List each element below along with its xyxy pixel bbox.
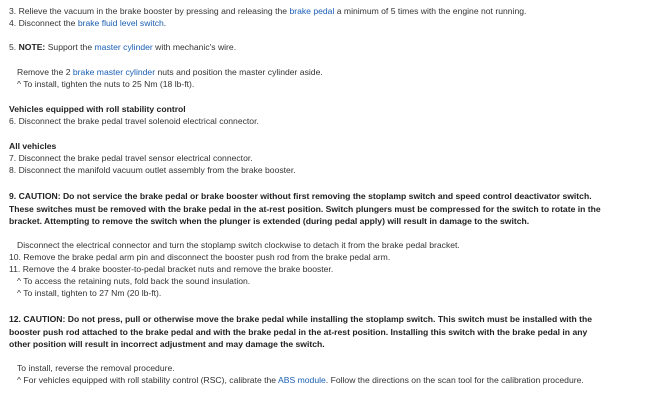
step-6: [9, 116, 259, 127]
step-number: 4.: [9, 18, 17, 28]
step-number: 11.: [9, 264, 21, 274]
brake-master-cylinder-link[interactable]: brake master cylinder: [72, 67, 156, 77]
step-text: Disconnect the: [18, 18, 76, 28]
section-heading-rsc: Vehicles equipped with roll stability control: [9, 104, 186, 114]
disconnect-stoplamp-switch: Disconnect the electrical connector and turn the stoplamp switch clockwise to detach it from the brake pedal bracket.: [17, 240, 460, 250]
remove-master-cylinder: [17, 67, 323, 78]
step-number: 9.: [9, 191, 17, 201]
reverse-procedure: To install, reverse the removal procedure.: [17, 363, 175, 373]
caution-text: CAUTION: Do not press, pull or otherwise move the brake pedal while installing the stoplamp switch. This switch must be installed with the booster push rod attached to the brake pedal and with the brake pedal in the at-rest position. Installing this switch with the brake pedal in any other position will result in incorrect adjustment and may damage the switch.: [9, 314, 593, 349]
step-12-caution: [9, 313, 609, 351]
step-number: 8.: [9, 165, 17, 175]
step-7: [9, 153, 253, 164]
step-text: Disconnect the brake pedal travel sensor electrical connector.: [18, 153, 253, 163]
step-number: 10.: [9, 252, 21, 262]
step-4: [9, 18, 166, 29]
step-number: 6.: [9, 116, 17, 126]
brake-fluid-level-switch-link[interactable]: brake fluid level switch: [77, 18, 164, 28]
master-cylinder-link[interactable]: master cylinder: [94, 42, 153, 52]
step-text: Support the: [47, 42, 93, 52]
step-3: [9, 6, 526, 17]
step-text: with mechanic's wire.: [155, 42, 237, 52]
install-torque-note: ^ To install, tighten to 27 Nm (20 lb-ft).: [17, 288, 162, 298]
step-number: 12.: [9, 314, 21, 324]
note-text: ^ For vehicles equipped with roll stability control (RSC), calibrate the: [17, 375, 277, 385]
brake-pedal-link[interactable]: brake pedal: [289, 6, 335, 16]
step-text: Relieve the vacuum in the brake booster by pressing and releasing the: [18, 6, 288, 16]
step-number: 7.: [9, 153, 17, 163]
step-8: [9, 165, 296, 176]
step-9-caution: [9, 190, 609, 228]
step-text: a minimum of 5 times with the engine not running.: [336, 6, 527, 16]
section-heading-all-vehicles: All vehicles: [9, 141, 57, 151]
access-note: ^ To access the retaining nuts, fold back the sound insulation.: [17, 276, 251, 286]
step-11: [9, 264, 333, 275]
step-text: nuts and position the master cylinder aside.: [157, 67, 323, 77]
step-text: Remove the 2: [17, 67, 71, 77]
step-text: Disconnect the manifold vacuum outlet assembly from the brake booster.: [18, 165, 296, 175]
abs-module-link[interactable]: ABS module: [278, 375, 326, 385]
step-text: Remove the brake pedal arm pin and disconnect the booster push rod from the brake pedal arm.: [23, 252, 391, 262]
step-text: Disconnect the brake pedal travel solenoid electrical connector.: [18, 116, 259, 126]
note-text: . Follow the directions on the scan tool for the calibration procedure.: [325, 375, 584, 385]
step-5: [9, 42, 236, 53]
step-number: 5.: [9, 42, 17, 52]
note-label: NOTE:: [18, 42, 46, 52]
caution-text: CAUTION: Do not service the brake pedal or brake booster without first removing the stoplamp switch and speed control deactivator switch. These switches must be removed with the brake pedal in the at-rest position. Switch plungers must be compressed for the switch to rotate in the bracket. Attempting to remove the switch when the plunger is extended (during pedal apply) will result in damage to the switch.: [9, 191, 601, 226]
rsc-calibration-note: [17, 375, 584, 386]
step-10: [9, 252, 390, 263]
step-text: Remove the 4 brake booster-to-pedal bracket nuts and remove the brake booster.: [22, 264, 334, 274]
install-note-master-cylinder: ^ To install, tighten the nuts to 25 Nm (18 lb-ft).: [17, 79, 195, 89]
step-number: 3.: [9, 6, 17, 16]
step-text: .: [163, 18, 167, 28]
